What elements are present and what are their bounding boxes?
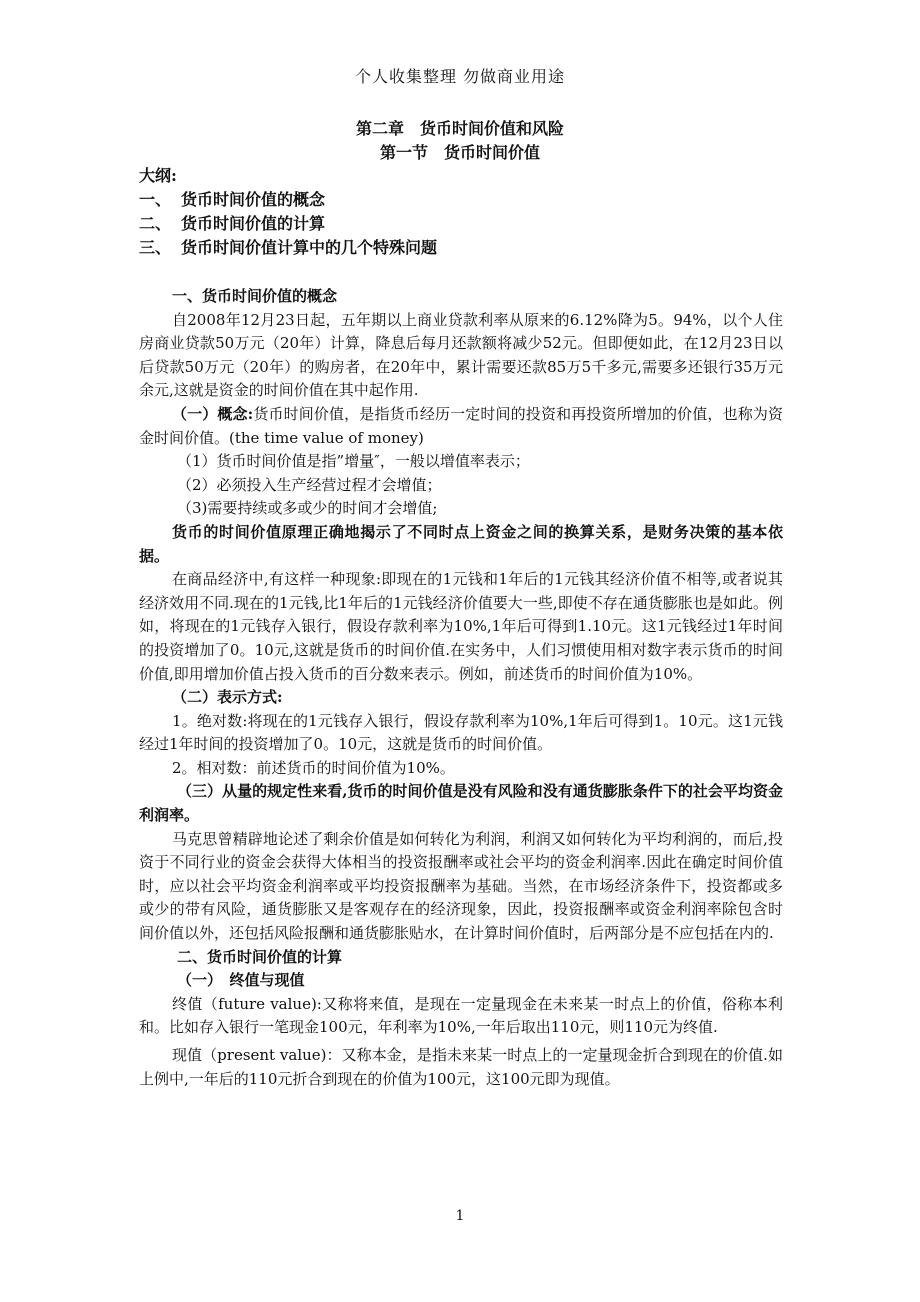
- paragraph-present-value: 现值（present value)：又称本金，是指未来某一时点上的一定量现金折合到现在的价值.如上例中,一年后的110元折合到现在的价值为100元，这100元即为现值。: [139, 1046, 783, 1088]
- subheading-quantitative: （三）从量的规定性来看,货币的时间价值是没有风险和没有通货膨胀条件下的社会平均资金利润率。: [139, 782, 783, 825]
- outline-item: [139, 212, 779, 236]
- outline-label: 大纲:: [139, 166, 177, 185]
- outline-item-text: 货币时间价值的计算: [181, 214, 326, 233]
- heading-calculation: 二、货币时间价值的计算: [177, 947, 343, 966]
- paragraph-future-value: 终值（future value):又称将来值，是现在一定量现金在未来某一时点上的价值，俗称本利和。比如存入银行一笔现金100元，年利率为10%,一年后取出110元，则110元为终值.: [139, 994, 783, 1037]
- outline-item-text: 货币时间价值的概念: [181, 190, 326, 209]
- page-number: 1: [455, 1208, 465, 1224]
- document-body: [139, 285, 783, 1091]
- heading-concept: 一、货币时间价值的概念: [172, 287, 338, 305]
- subheading-future-present: （一） 终值与现值: [177, 971, 305, 990]
- concept-point-1: （1）货币时间价值是指”增量″，一般以增值率表示；: [177, 452, 530, 471]
- outline-item-number: 二、: [139, 214, 172, 233]
- concept-point-3: （3)需要持续或多或少的时间才会增值;: [177, 499, 438, 518]
- outline-item-text: 货币时间价值计算中的几个特殊问题: [181, 238, 438, 257]
- section-title: 第一节 货币时间价值: [379, 143, 540, 162]
- outline-item-number: 一、: [139, 190, 172, 209]
- method-absolute: 1。绝对数:将现在的1元钱存入银行，假设存款利率为10%,1年后可得到1。10元。这1元钱经过1年时间的投资增加了0。10元，这就是货币的时间价值。: [139, 711, 783, 754]
- paragraph-marx: 马克思曾精辟地论述了剩余价值是如何转化为利润，利润又如何转化为平均利润的，而后,投资于不同行业的资金会获得大体相当的投资报酬率或社会平均的资金利润率.因此在确定时间价值时，应以社会平均资金利润率或平均投资报酬率为基础。当然，在市场经济条件下，投资都或多或少的带有风险，通货膨胀又是客观存在的经济现象，因此，投资报酬率或资金利润率除包含时间价值以外，还包括风险报酬和通货膨胀贴水，在计算时间价值时，后两部分是不应包括在内的.: [139, 829, 783, 943]
- paragraph-intro: 自2008年12月23日起，五年期以上商业贷款利率从原来的6.12%降为5。94%，以个人住房商业贷款50万元（20年）计算，降息后每月还款额将减少52元。但即便如此，在12月23日以后贷款50万元（20年）的购房者，在20年中，累计需要还款85万5千多元,需要多还银行35万元余元,这就是资金的时间价值在其中起作用.: [139, 310, 783, 400]
- outline-item: [139, 236, 779, 260]
- page-header: 个人收集整理 勿做商业用途: [354, 67, 566, 86]
- paragraph-concept: [139, 403, 783, 450]
- chapter-title: 第二章 货币时间价值和风险: [355, 119, 564, 138]
- paragraph-example: 在商品经济中,有这样一种现象:即现在的1元钱和1年后的1元钱其经济价值不相等,或者说其经济效用不同.现在的1元钱,比1年后的1元钱经济价值要大一些,即使不存在通货膨胀也是如此。例如，将现在的1元钱存入银行，假设存款利率为10%,1年后可得到1.10元。这1元钱经过1年时间的投资增加了0。10元,这就是货币的时间价值.在实务中，人们习惯使用相对数字表示货币的时间价值,即用增加价值占投入货币的百分数来表示。例如，前述货币的时间价值为10%。: [139, 570, 783, 683]
- concept-text: 货币时间价值，是指货币经历一定时间的投资和再投资所增加的价值，也称为资金时间价值。(the time value of money): [139, 404, 783, 447]
- outline: [139, 164, 779, 260]
- principle-statement: 货币的时间价值原理正确地揭示了不同时点上资金之间的换算关系，是财务决策的基本依据。: [139, 522, 783, 565]
- outline-item-number: 三、: [139, 238, 172, 257]
- outline-item: [139, 188, 779, 212]
- subheading-representation: （二）表示方式:: [172, 688, 283, 707]
- method-relative: 2。相对数：前述货币的时间价值为10%。: [172, 758, 455, 777]
- concept-label: （一）概念:: [172, 404, 254, 423]
- concept-point-2: （2）必须投入生产经营过程才会增值；: [177, 475, 442, 494]
